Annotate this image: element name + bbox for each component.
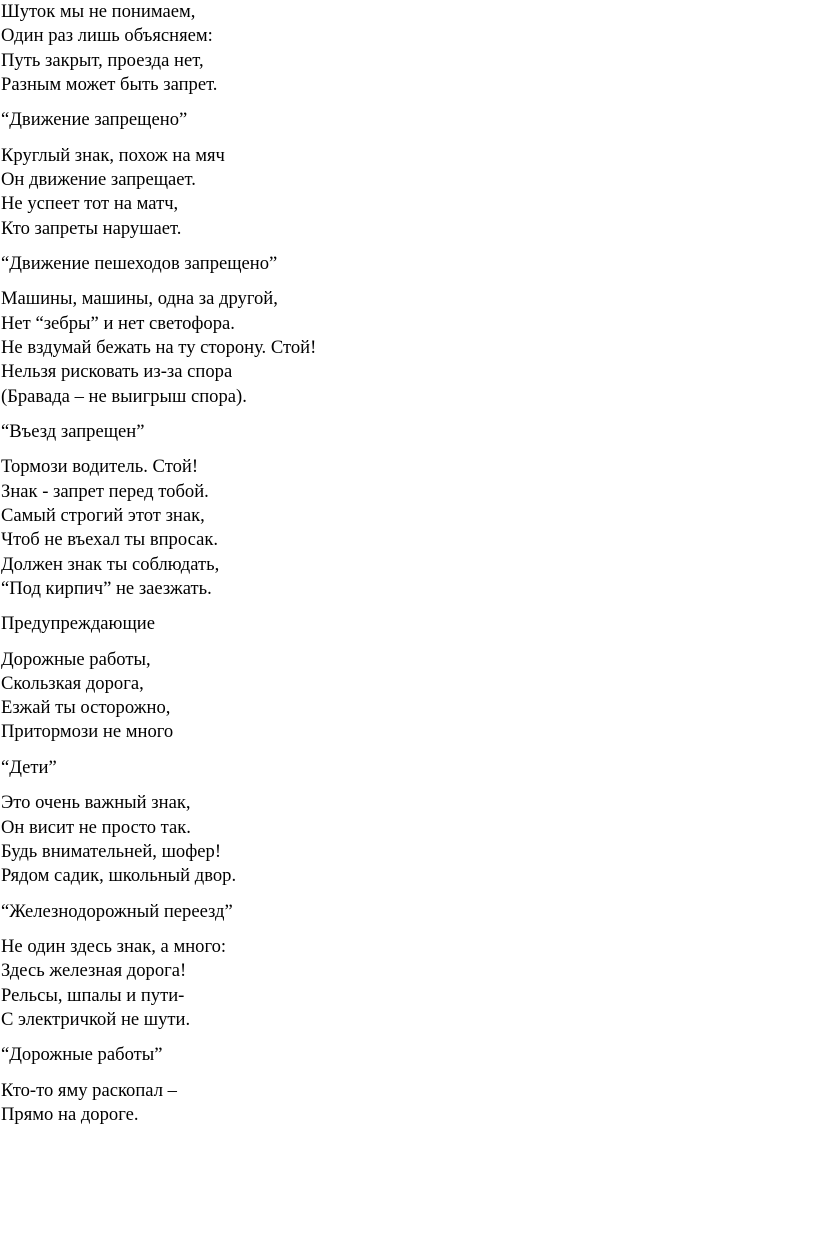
poem-line: Самый строгий этот знак, [1, 504, 205, 526]
poem-line: Путь закрыт, проезда нет, [1, 49, 204, 71]
poem-line: Скользкая дорога, [1, 672, 144, 694]
poem-line: Здесь железная дорога! [1, 960, 187, 982]
section-heading: “Движение запрещено” [1, 109, 188, 131]
stanza [1, 287, 816, 408]
section-heading: “Дорожные работы” [1, 1044, 163, 1066]
poem-line: Дорожные работы, [1, 648, 151, 670]
section-heading: “Движение пешеходов запрещено” [1, 252, 278, 274]
stanza [1, 935, 816, 1032]
stanza [1, 0, 816, 97]
poem-line: “Под кирпич” не заезжать. [1, 577, 212, 599]
poem-line: Кто запреты нарушает. [1, 217, 182, 239]
poem-line: Не вздумай бежать на ту сторону. Стой! [1, 336, 317, 358]
poem-line: Будь внимательней, шофер! [1, 840, 222, 862]
stanza [1, 1079, 816, 1128]
poem-line: Нельзя рисковать из-за спора [1, 361, 233, 383]
poem-line: Чтоб не въехал ты впросак. [1, 529, 219, 551]
section-heading: Предупреждающие [1, 613, 155, 635]
poem-line: Нет “зебры” и нет светофора. [1, 312, 235, 334]
poem-line: Не один здесь знак, а много: [1, 935, 227, 957]
section-heading: “Дети” [1, 756, 57, 778]
poem-line: Прямо на дороге. [1, 1103, 139, 1125]
poem-line: Знак - запрет перед тобой. [1, 480, 209, 502]
poem-line: Рельсы, шпалы и пути- [1, 984, 185, 1006]
poem-line: Один раз лишь объясняем: [1, 25, 213, 47]
poem-line: Притормози не много [1, 721, 174, 743]
poem-line: Шуток мы не понимаем, [1, 1, 196, 22]
poem-line: Должен знак ты соблюдать, [1, 553, 220, 575]
poem-line: Тормози водитель. Стой! [1, 456, 199, 478]
poem-line: (Бравада – не выигрыш спора). [1, 385, 247, 407]
poem-line: Машины, машины, одна за другой, [1, 288, 278, 310]
poem-line: Кто-то яму раскопал – [1, 1079, 177, 1101]
poem-line: Не успеет тот на матч, [1, 193, 179, 215]
poem-line: С электричкой не шути. [1, 1008, 191, 1030]
section-heading: “Въезд запрещен” [1, 420, 145, 442]
stanza [1, 455, 816, 601]
poem-line: Это очень важный знак, [1, 792, 191, 814]
poem-line: Он висит не просто так. [1, 816, 191, 838]
poem-line: Он движение запрещает. [1, 168, 196, 190]
section-heading: “Железнодорожный переезд” [1, 900, 233, 922]
stanza [1, 791, 816, 888]
poem-line: Езжай ты осторожно, [1, 697, 171, 719]
stanza [1, 144, 816, 241]
poem-line: Круглый знак, похож на мяч [1, 144, 225, 166]
poem-line: Разным может быть запрет. [1, 73, 218, 95]
stanza [1, 648, 816, 745]
poem-line: Рядом садик, школьный двор. [1, 865, 237, 887]
